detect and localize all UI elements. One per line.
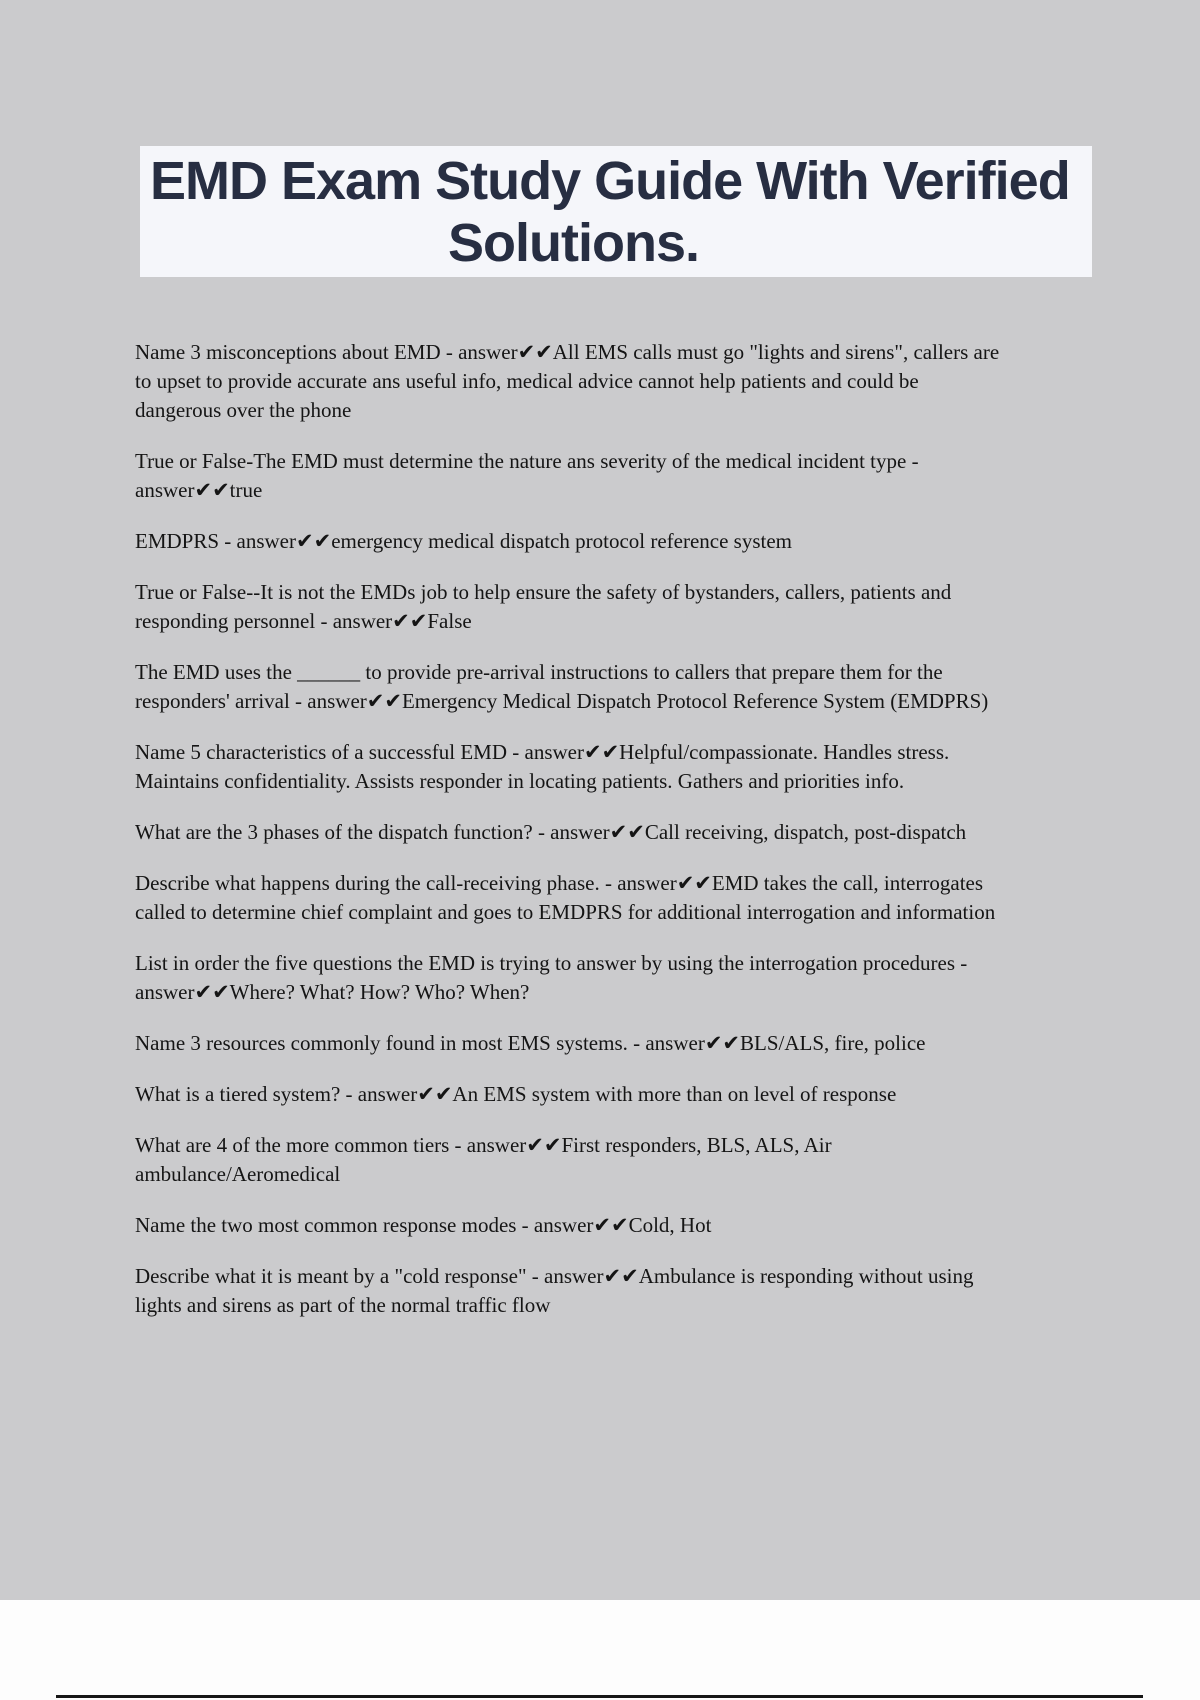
qa-paragraph: EMDPRS - answer✔✔emergency medical dispatch protocol reference system [135, 529, 793, 553]
qa-paragraph: List in order the five questions the EMD is trying to answer by using the interrogation procedures - answer✔✔Where? What? How? Who? When? [135, 951, 968, 1004]
qa-paragraph: Name 3 resources commonly found in most EMS systems. - answer✔✔BLS/ALS, fire, police [135, 1031, 926, 1055]
qa-paragraph: True or False-The EMD must determine the nature ans severity of the medical incident type - answer✔✔true [135, 449, 919, 502]
title-banner [140, 146, 1092, 277]
page-separator-line [56, 1695, 1143, 1698]
qa-paragraph: Name 5 characteristics of a successful EMD - answer✔✔Helpful/compassionate. Handles stress. Maintains confidentiality. Assists responder in locating patients. Gathers and priorities info. [135, 740, 950, 793]
page-title-line1: EMD Exam Study Guide With Verified [150, 151, 1070, 211]
qa-paragraph: Name the two most common response modes - answer✔✔Cold, Hot [135, 1213, 712, 1237]
qa-paragraph: Describe what it is meant by a "cold response" - answer✔✔Ambulance is responding without using lights and sirens as part of the normal traffic flow [135, 1264, 974, 1317]
qa-paragraph: Name 3 misconceptions about EMD - answer✔✔All EMS calls must go "lights and sirens", callers are to upset to provide accurate ans useful info, medical advice cannot help patients and could be dangerous over the phone [135, 340, 1000, 422]
qa-paragraph: What are 4 of the more common tiers - answer✔✔First responders, BLS, ALS, Air ambulance/Aeromedical [135, 1133, 832, 1186]
qa-list [135, 338, 1007, 1342]
page-title-line2: Solutions. [448, 213, 699, 273]
next-page-preview [0, 1600, 1200, 1700]
qa-paragraph: What is a tiered system? - answer✔✔An EMS system with more than on level of response [135, 1082, 897, 1106]
qa-paragraph: Describe what happens during the call-receiving phase. - answer✔✔EMD takes the call, interrogates called to determine chief complaint and goes to EMDPRS for additional interrogation and information [135, 871, 996, 924]
qa-paragraph: True or False--It is not the EMDs job to help ensure the safety of bystanders, callers, patients and responding personnel - answer✔✔False [135, 580, 952, 633]
qa-paragraph: What are the 3 phases of the dispatch function? - answer✔✔Call receiving, dispatch, post-dispatch [135, 820, 967, 844]
qa-paragraph: The EMD uses the ______ to provide pre-arrival instructions to callers that prepare them for the responders' arrival - answer✔✔Emergency Medical Dispatch Protocol Reference System (EMDPRS) [135, 660, 989, 713]
